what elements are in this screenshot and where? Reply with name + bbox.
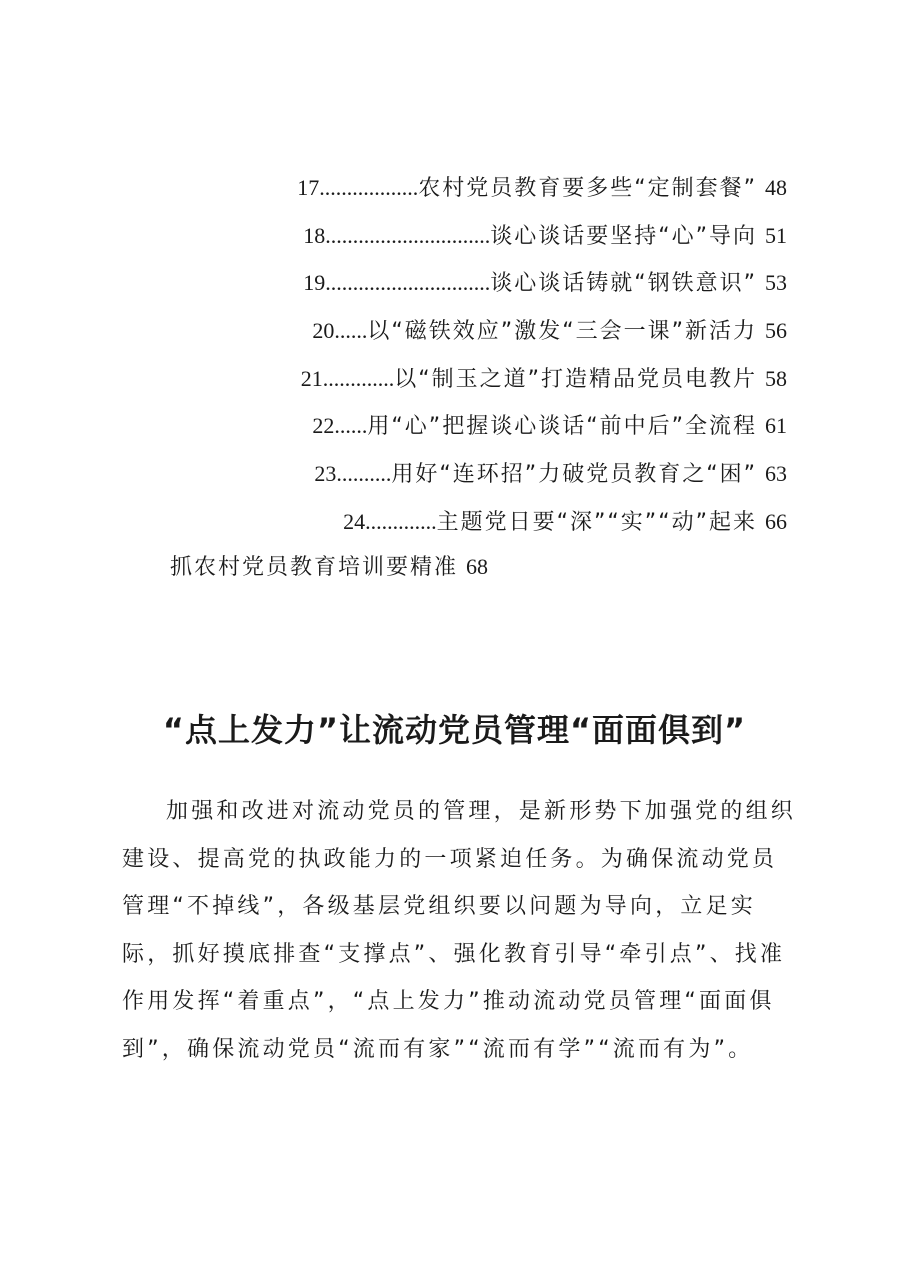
toc-entry-leader: ...... bbox=[334, 413, 368, 438]
toc-entry bbox=[343, 505, 787, 536]
toc-entry-title: 以“磁铁效应”激发“三会一课”新活力 bbox=[367, 319, 757, 344]
toc-entry-page: 66 bbox=[765, 509, 787, 534]
toc-entry-leader: .............................. bbox=[325, 223, 491, 248]
toc-entry bbox=[301, 362, 787, 393]
toc-entry-number: 23 bbox=[314, 461, 337, 486]
toc-entry-page: 61 bbox=[765, 413, 787, 438]
toc-entry bbox=[303, 219, 787, 250]
toc-entry bbox=[312, 314, 787, 345]
toc-entry-page: 53 bbox=[765, 270, 787, 295]
toc-entry bbox=[312, 409, 787, 440]
toc-entry-number: 21 bbox=[300, 366, 323, 391]
toc-entry bbox=[314, 457, 787, 488]
toc-entry-page: 68 bbox=[466, 554, 489, 579]
toc-entry-number: 19 bbox=[303, 270, 326, 295]
toc-entry-leader: ............. bbox=[365, 509, 437, 534]
toc-entry-title: 农村党员教育要多些“定制套餐” bbox=[418, 176, 757, 201]
toc-entry-title: 谈心谈话要坚持“心”导向 bbox=[490, 224, 757, 249]
article-paragraph: 加强和改进对流动党员的管理，是新形势下加强党的组织建设、提高党的执政能力的一项紧迫任务。为确保流动党员管理“不掉线”，各级基层党组织要以问题为导向，立足实际，抓好摸底排查“支撑点”、强化教育引导“牵引点”、找准作用发挥“着重点”，“点上发力”推动流动党员管理“面面俱到”，确保流动党员“流而有家”“流而有学”“流而有为”。 bbox=[122, 799, 797, 1062]
toc-entry-number: 22 bbox=[312, 413, 335, 438]
toc-entry-number: 20 bbox=[312, 318, 335, 343]
toc-entry-leader: .......... bbox=[336, 461, 392, 486]
toc-entry-leader: ............. bbox=[322, 366, 395, 391]
toc-entry-title: 主题党日要“深”“实”“动”起来 bbox=[436, 510, 757, 535]
toc-entry-title: 谈心谈话铸就“钢铁意识” bbox=[490, 271, 757, 296]
toc-entry-number: 18 bbox=[303, 223, 326, 248]
toc-entry-title: 抓农村党员教育培训要精准 bbox=[170, 555, 459, 580]
toc-entry-leader: .................. bbox=[319, 175, 419, 200]
toc-entry-number: 24 bbox=[343, 509, 366, 534]
toc-entry-number: 17 bbox=[297, 175, 320, 200]
toc-entry bbox=[303, 266, 787, 297]
toc-entry-page: 58 bbox=[765, 366, 787, 391]
toc-entry-page: 63 bbox=[765, 461, 787, 486]
toc-entry-leader: ...... bbox=[334, 318, 368, 343]
toc-entry-title: 以“制玉之道”打造精品党员电教片 bbox=[394, 367, 757, 392]
toc-entry bbox=[297, 171, 787, 202]
toc-entry-title: 用“心”把握谈心谈话“前中后”全流程 bbox=[367, 414, 757, 439]
toc-entry-page: 56 bbox=[765, 318, 787, 343]
toc-entry-page: 51 bbox=[765, 223, 787, 248]
toc-entry-title: 用好“连环招”力破党员教育之“困” bbox=[391, 462, 757, 487]
toc-trailing-entry bbox=[170, 550, 488, 581]
article-title: “点上发力”让流动党员管理“面面俱到” bbox=[162, 711, 747, 749]
toc-entry-page: 48 bbox=[765, 175, 787, 200]
toc-entry-leader: .............................. bbox=[325, 270, 491, 295]
